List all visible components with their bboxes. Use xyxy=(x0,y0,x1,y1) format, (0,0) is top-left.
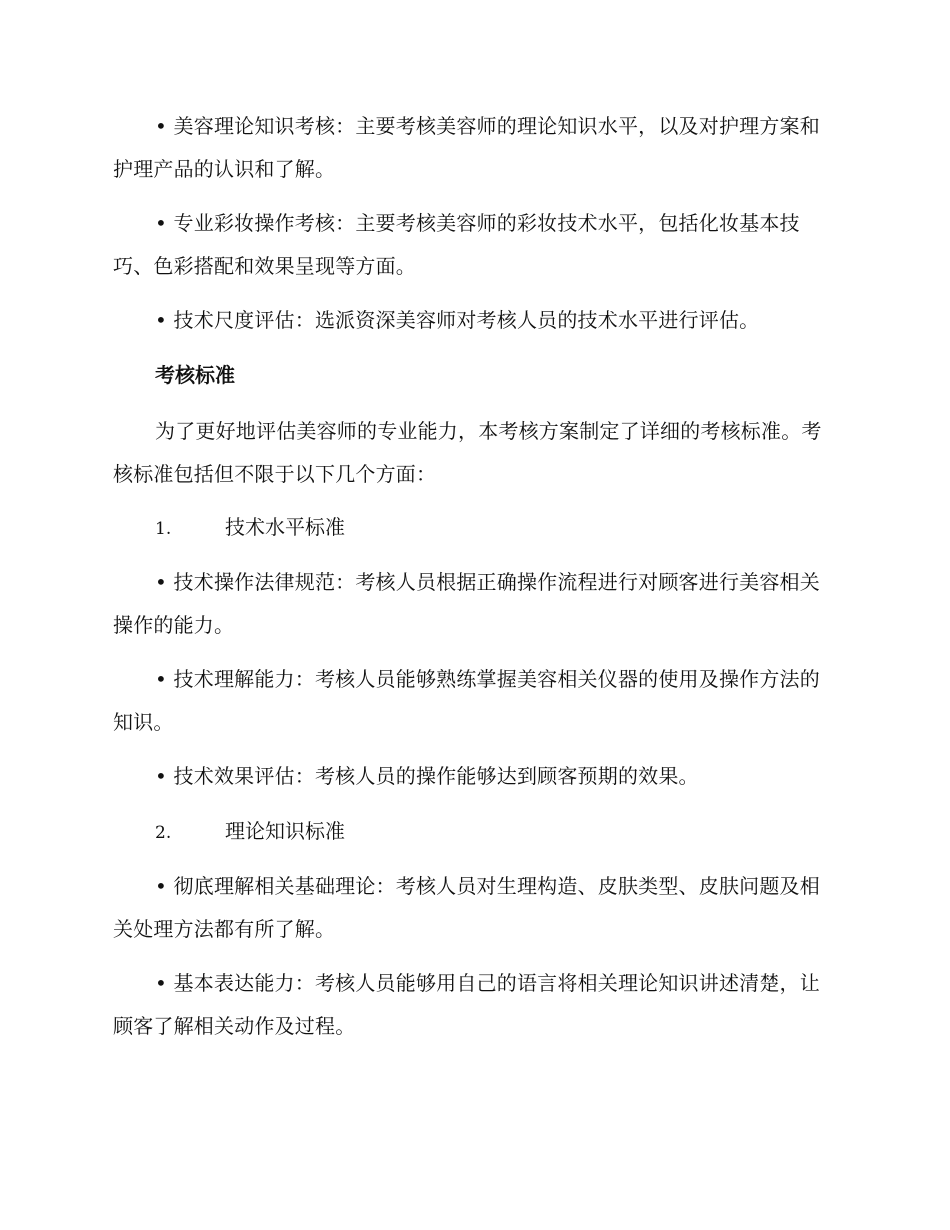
list-item: • 技术理解能力：考核人员能够熟练掌握美容相关仪器的使用及操作方法的知识。 xyxy=(113,667,820,734)
list-title: 理论知识标准 xyxy=(225,819,345,843)
list-number: 1. xyxy=(155,519,172,539)
numbered-heading-2 xyxy=(155,810,345,855)
section-heading: 考核标准 xyxy=(155,363,235,387)
list-title: 技术水平标准 xyxy=(225,515,345,539)
numbered-heading-1 xyxy=(155,506,345,551)
list-item: • 彻底理解相关基础理论：考核人员对生理构造、皮肤类型、皮肤问题及相关处理方法都有所了解。 xyxy=(113,874,820,941)
paragraph-theory-assessment: • 美容理论知识考核：主要考核美容师的理论知识水平，以及对护理方案和护理产品的认识和了解。 xyxy=(113,114,820,181)
paragraph-technical-evaluation: • 技术尺度评估：选派资深美容师对考核人员的技术水平进行评估。 xyxy=(155,308,760,332)
list-item: • 技术操作法律规范：考核人员根据正确操作流程进行对顾客进行美容相关操作的能力。 xyxy=(113,570,820,637)
list-item: • 技术效果评估：考核人员的操作能够达到顾客预期的效果。 xyxy=(155,764,699,788)
paragraph-intro: 为了更好地评估美容师的专业能力，本考核方案制定了详细的考核标准。考核标准包括但不限于以下几个方面： xyxy=(113,419,822,486)
list-item: • 基本表达能力：考核人员能够用自己的语言将相关理论知识讲述清楚，让顾客了解相关动作及过程。 xyxy=(113,971,820,1038)
paragraph-makeup-assessment: • 专业彩妆操作考核：主要考核美容师的彩妆技术水平，包括化妆基本技巧、色彩搭配和效果呈现等方面。 xyxy=(113,211,800,278)
list-number: 2. xyxy=(155,823,172,843)
